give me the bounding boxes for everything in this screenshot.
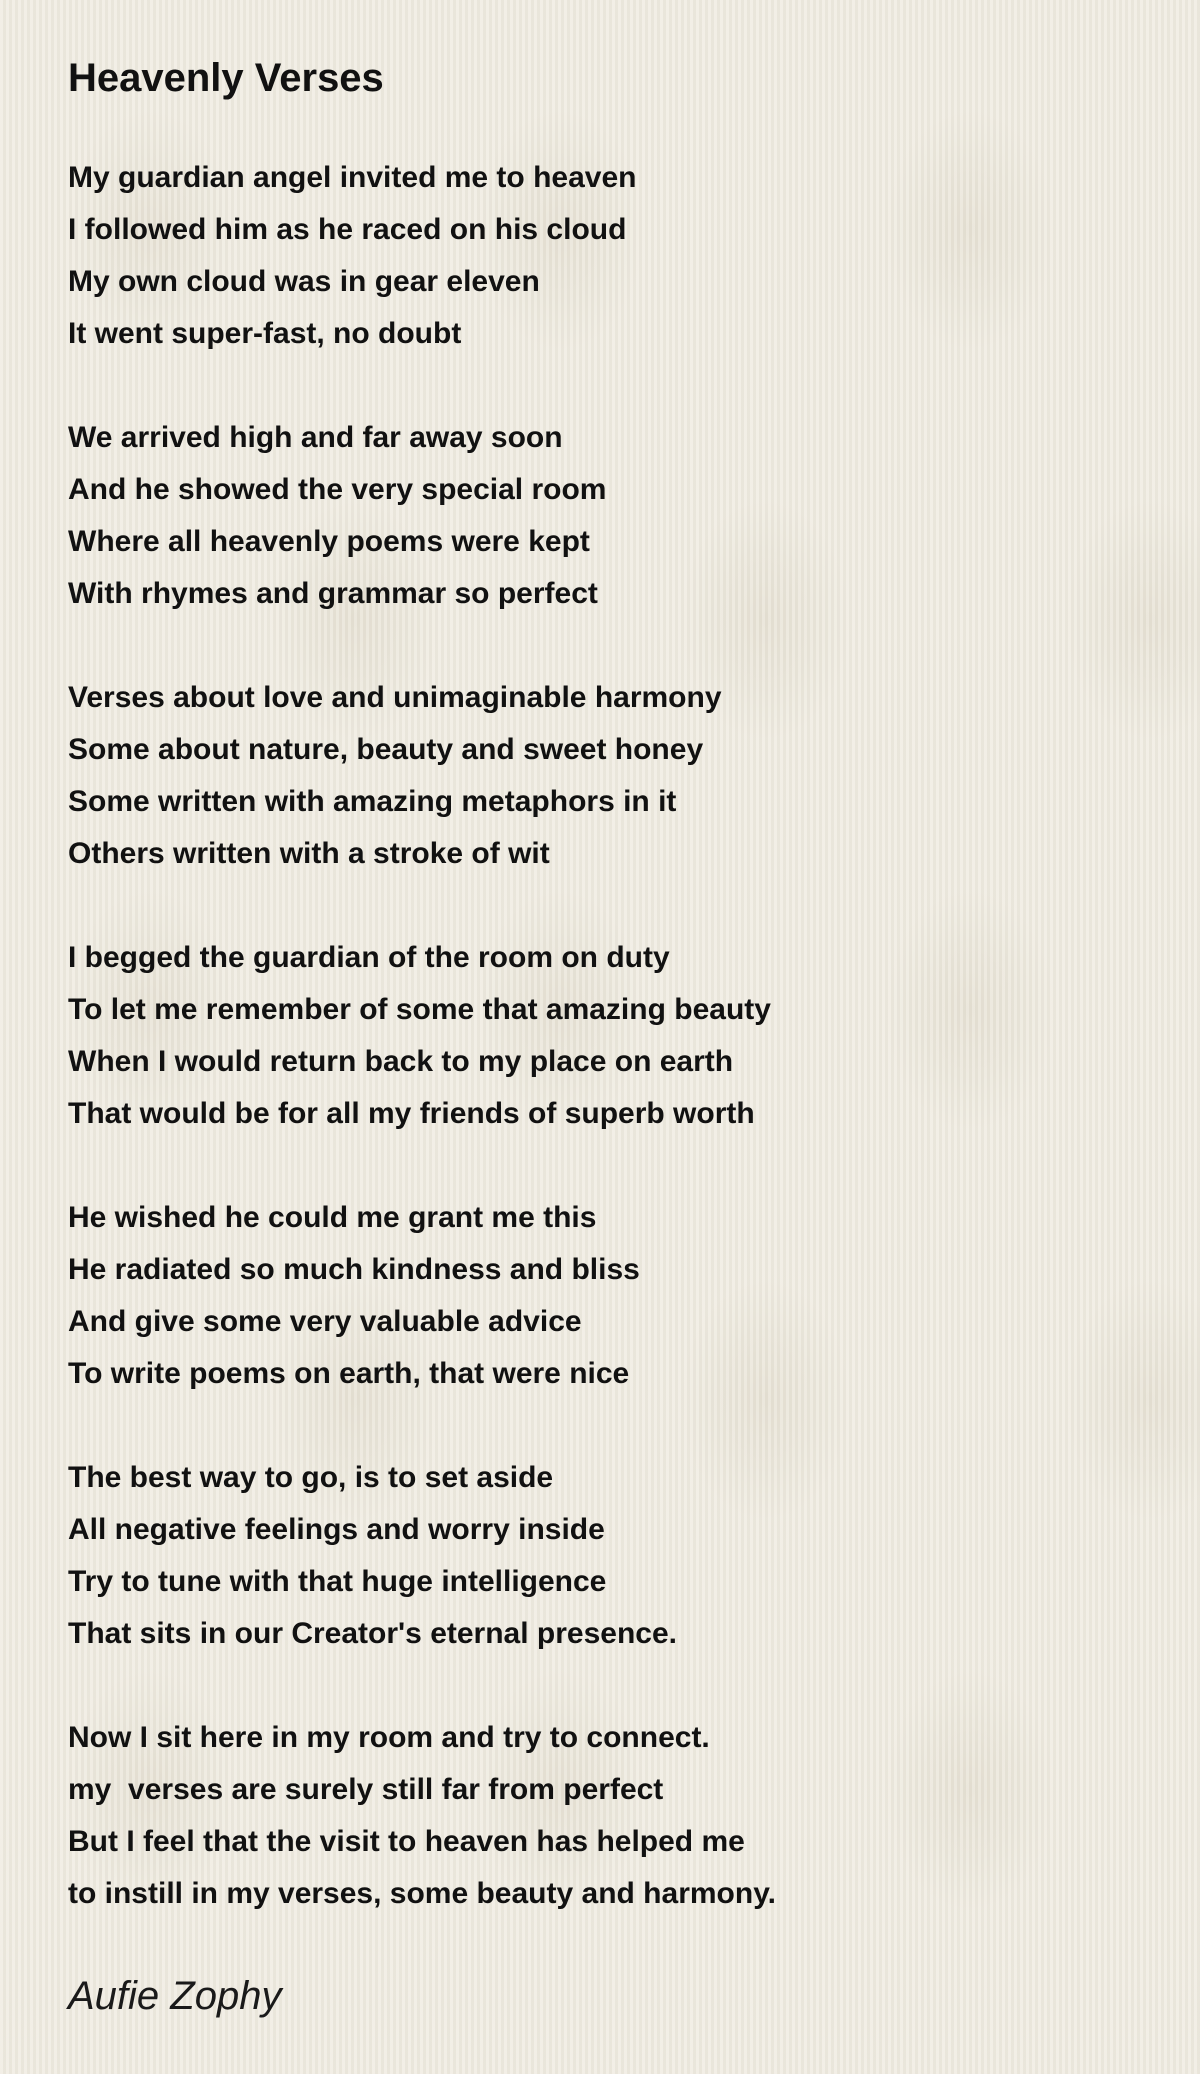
- poem-line: Try to tune with that huge intelligence: [68, 1565, 607, 1598]
- poem-line: But I feel that the visit to heaven has helped me: [68, 1825, 745, 1858]
- poem-line: my verses are surely still far from perfect: [68, 1773, 664, 1806]
- poem-line: to instill in my verses, some beauty and harmony.: [68, 1877, 776, 1910]
- poem-body: [68, 152, 1148, 1920]
- poem-line: To let me remember of some that amazing beauty: [68, 993, 771, 1026]
- poem-line: When I would return back to my place on earth: [68, 1045, 734, 1078]
- poem-line: Others written with a stroke of wit: [68, 837, 550, 870]
- stanza: [68, 1712, 1148, 1920]
- stanza: [68, 1452, 1148, 1660]
- poem-line: It went super-fast, no doubt: [68, 317, 462, 350]
- stanza: [68, 932, 1148, 1140]
- poem-line: Now I sit here in my room and try to connect.: [68, 1721, 710, 1754]
- poem-line: To write poems on earth, that were nice: [68, 1357, 630, 1390]
- stanza: [68, 1192, 1148, 1400]
- poem-line: That sits in our Creator's eternal presence.: [68, 1617, 677, 1650]
- poem-line: My own cloud was in gear eleven: [68, 265, 540, 298]
- poem-title: Heavenly Verses: [68, 56, 384, 100]
- poem-line: Some about nature, beauty and sweet honey: [68, 733, 704, 766]
- stanza: [68, 412, 1148, 620]
- poem-line: I begged the guardian of the room on duty: [68, 941, 670, 974]
- poem-line: Some written with amazing metaphors in it: [68, 785, 677, 818]
- poem-line: I followed him as he raced on his cloud: [68, 213, 627, 246]
- poem-line: He wished he could me grant me this: [68, 1201, 597, 1234]
- poem-page: [68, 52, 1148, 1972]
- poem-line: My guardian angel invited me to heaven: [68, 161, 637, 194]
- poem-author: Aufie Zophy: [68, 1974, 282, 2018]
- poem-line: Verses about love and unimaginable harmony: [68, 681, 722, 714]
- stanza: [68, 672, 1148, 880]
- poem-line: And give some very valuable advice: [68, 1305, 582, 1338]
- poem-line: The best way to go, is to set aside: [68, 1461, 554, 1494]
- poem-line: He radiated so much kindness and bliss: [68, 1253, 640, 1286]
- poem-line: That would be for all my friends of superb worth: [68, 1097, 755, 1130]
- poem-line: Where all heavenly poems were kept: [68, 525, 590, 558]
- poem-line: And he showed the very special room: [68, 473, 607, 506]
- poem-line: All negative feelings and worry inside: [68, 1513, 605, 1546]
- poem-line: We arrived high and far away soon: [68, 421, 563, 454]
- poem-line: With rhymes and grammar so perfect: [68, 577, 598, 610]
- stanza: [68, 152, 1148, 360]
